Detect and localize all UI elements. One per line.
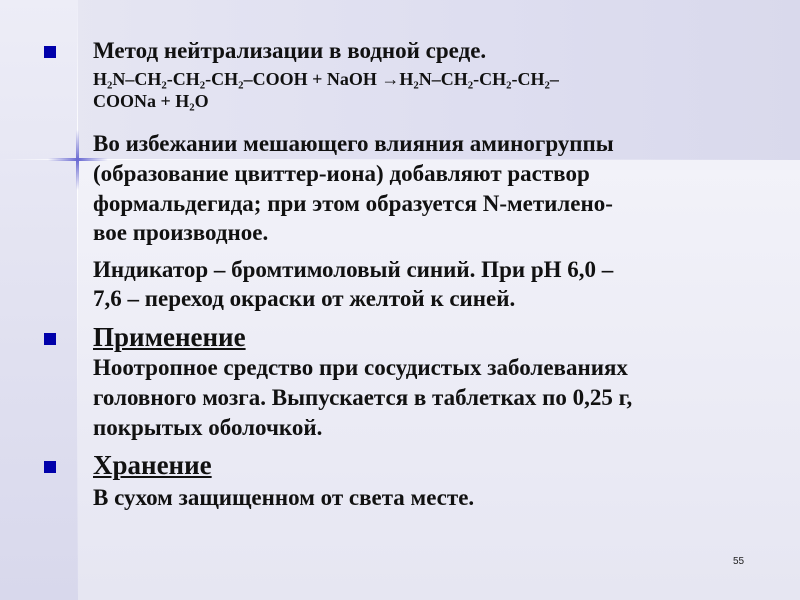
page-number: 55 <box>733 556 745 567</box>
bullet-icon <box>44 461 56 473</box>
application-line: головного мозга. Выпускается в таблетках по 0,25 г, <box>93 385 633 410</box>
paragraph-line: формальдегида; при этом образуется N-метилено- <box>93 191 613 216</box>
paragraph-line: вое производное. <box>93 220 269 245</box>
method-title: Метод нейтрализации в водной среде. <box>93 38 487 63</box>
indicator-line: Индикатор – бромтимоловый синий. При pH 6,0 – <box>93 257 614 282</box>
paragraph-line: Во избежании мешающего влияния аминогруппы <box>93 131 614 156</box>
reaction-formula-line-2: COONa + H₂O <box>93 91 209 111</box>
bullet-icon <box>44 333 56 345</box>
bullet-icon <box>44 46 56 58</box>
application-line: покрытых оболочкой. <box>93 415 323 440</box>
application-line: Ноотропное средство при сосудистых заболеваниях <box>93 355 628 380</box>
application-heading: Применение <box>93 322 246 352</box>
storage-heading: Хранение <box>93 450 212 480</box>
indicator-line: 7,6 – переход окраски от желтой к синей. <box>93 286 516 311</box>
reaction-formula-line-1: H₂N–CH₂-CH₂-CH₂–COOH + NaOH →H₂N–CH₂-CH₂-CH₂– <box>93 69 559 89</box>
storage-line: В сухом защищенном от света месте. <box>93 485 475 510</box>
paragraph-line: (образование цвиттер-иона) добавляют раствор <box>93 161 590 186</box>
